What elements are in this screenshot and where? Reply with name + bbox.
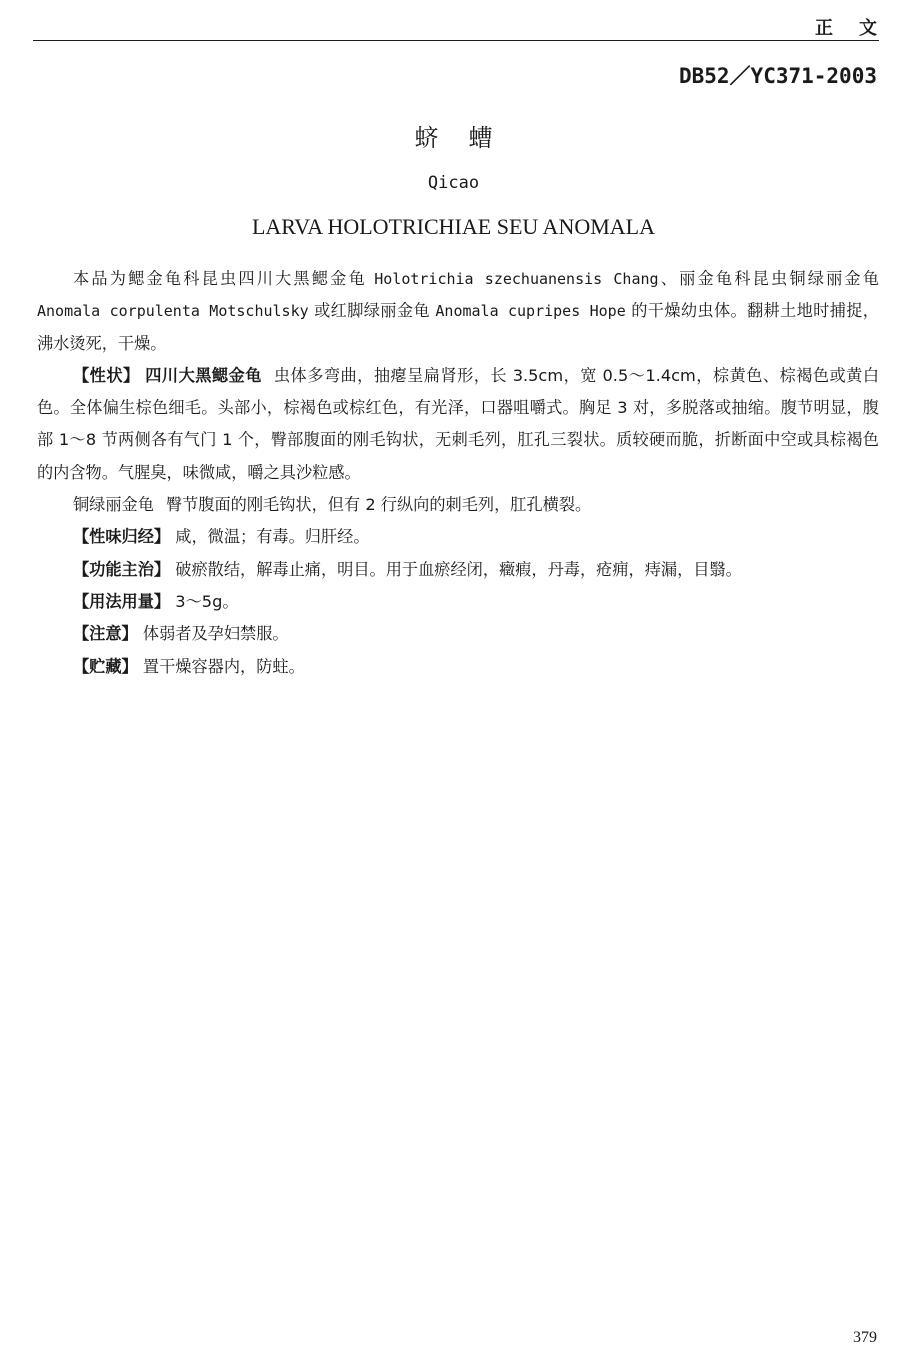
storage-label: 【贮藏】 bbox=[73, 656, 138, 676]
intro-paragraph bbox=[37, 263, 879, 360]
latin-name-cupripes: Anomala cupripes Hope bbox=[435, 302, 626, 321]
standard-number: DB52／YC371-2003 bbox=[678, 64, 877, 88]
intro-text-4: 的干燥幼虫体。翻耕土地时捕捉，沸水烫死，干燥。 bbox=[37, 301, 879, 353]
title-latin: LARVA HOLOTRICHIAE SEU ANOMALA bbox=[251, 214, 655, 239]
caution-paragraph bbox=[37, 618, 879, 650]
character-paragraph bbox=[37, 360, 879, 489]
latin-name-holotrichia: Holotrichia szechuanensis Chang bbox=[374, 270, 659, 288]
usage-text: 3～5g。 bbox=[175, 591, 239, 611]
character-item-label: 四川大黑鳃金龟 bbox=[145, 365, 262, 385]
title-chinese: 蛴螬 bbox=[414, 124, 523, 152]
page-number: 379 bbox=[853, 1329, 877, 1346]
character2-text: 臀节腹面的刚毛钩状，但有 2 行纵向的刺毛列，肛孔横裂。 bbox=[165, 495, 592, 515]
title-pinyin: Qicao bbox=[427, 173, 480, 193]
caution-text: 体弱者及孕妇禁服。 bbox=[142, 624, 289, 644]
header-rule bbox=[33, 40, 879, 41]
function-text: 破瘀散结，解毒止痛，明目。用于血瘀经闭，癥瘕，丹毒，疮痈，痔漏，目翳。 bbox=[175, 559, 742, 579]
character2-paragraph bbox=[37, 489, 879, 521]
usage-paragraph bbox=[37, 586, 879, 618]
storage-paragraph bbox=[37, 651, 879, 683]
nature-label: 【性味归经】 bbox=[73, 527, 171, 547]
storage-text: 置干燥容器内，防蛀。 bbox=[142, 656, 305, 676]
caution-label: 【注意】 bbox=[73, 624, 138, 644]
character-label: 【性状】 bbox=[73, 365, 140, 385]
intro-text-3: 或红脚绿丽金龟 bbox=[308, 301, 436, 321]
function-label: 【功能主治】 bbox=[73, 559, 171, 579]
nature-paragraph bbox=[37, 521, 879, 553]
function-paragraph bbox=[37, 554, 879, 586]
intro-text-2: 、丽金龟科昆虫铜绿丽金龟 bbox=[658, 269, 879, 288]
section-label: 正文 bbox=[815, 18, 903, 39]
latin-name-corpulenta: Anomala corpulenta Motschulsky bbox=[37, 302, 309, 321]
usage-label: 【用法用量】 bbox=[73, 591, 171, 611]
monograph-body bbox=[37, 263, 879, 683]
nature-text: 咸，微温；有毒。归肝经。 bbox=[175, 527, 370, 547]
intro-text-1: 本品为鳃金龟科昆虫四川大黑鳃金龟 bbox=[73, 269, 375, 288]
character-text: 虫体多弯曲，抽瘪呈扁肾形，长 3.5cm，宽 0.5～1.4cm，棕黄色、棕褐色或黄白色。全体偏生棕色细毛。头部小，棕褐色或棕红色，有光泽，口器咀嚼式。胸足 3 对，多脱落或抽缩。腹节明显，腹部 1～8 节两侧各有气门 1 个，臀部腹面的刚毛钩状，无刺毛列，肛孔三裂状。质较硬而脆，折断面中空或具棕褐色的内含物。气腥臭，味微咸，嚼之具沙粒感。 bbox=[37, 365, 880, 482]
character2-item-label: 铜绿丽金龟 bbox=[73, 495, 154, 515]
